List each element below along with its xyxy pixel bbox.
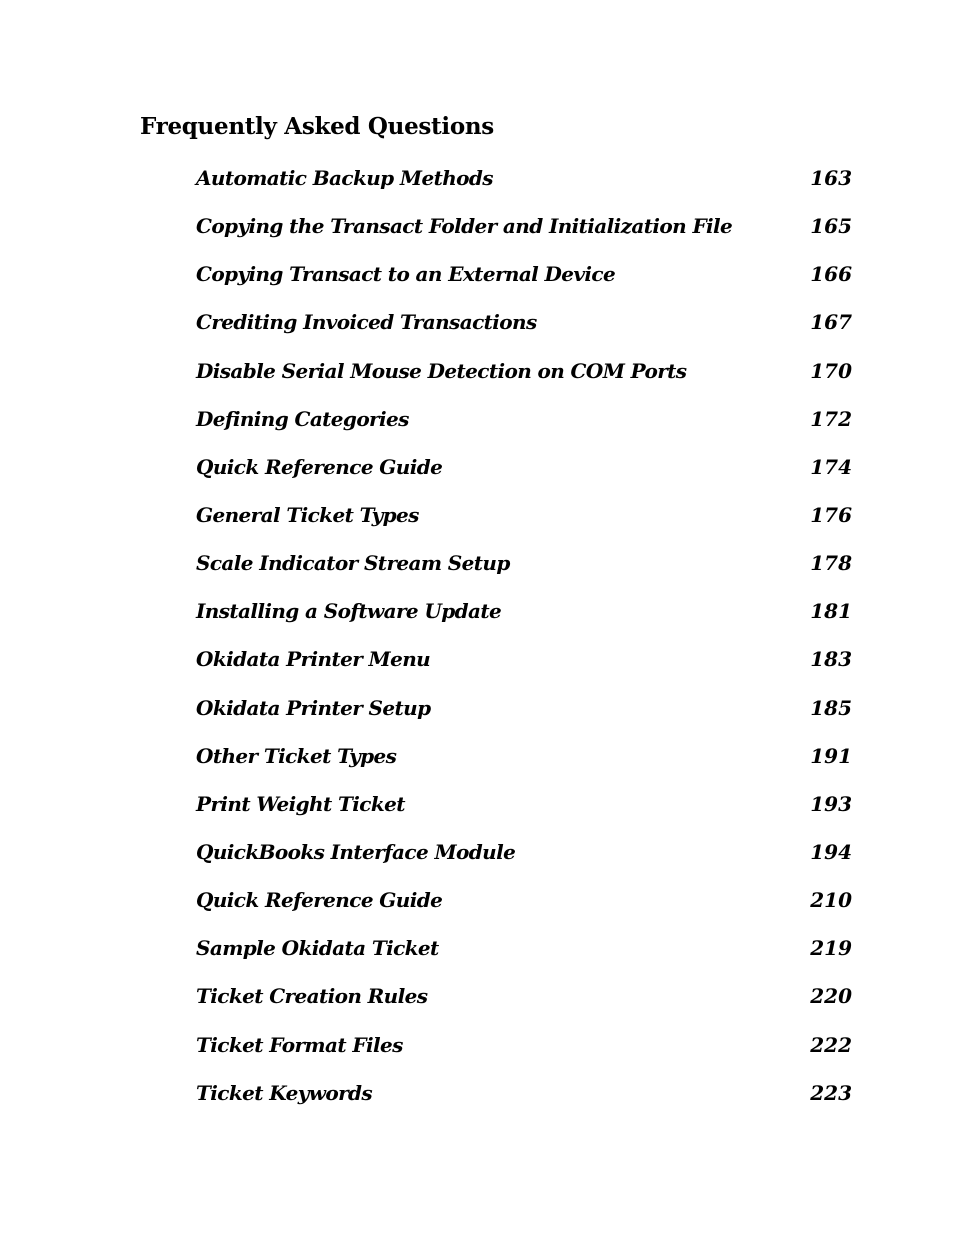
toc-entry-title: Installing a Software Update	[196, 599, 502, 624]
toc-entry-title: Ticket Creation Rules	[196, 984, 428, 1009]
toc-entry[interactable]	[196, 451, 852, 499]
toc-entry-title: Defining Categories	[196, 406, 409, 431]
toc-entry[interactable]	[196, 306, 852, 354]
toc-entry[interactable]	[196, 1029, 852, 1077]
toc-entry[interactable]	[196, 740, 852, 788]
section-heading: Frequently Asked Questions	[140, 113, 494, 140]
toc-entry-page-number: 194	[810, 839, 852, 864]
toc-entry-page-number: 178	[810, 551, 852, 576]
toc-entry-page-number: 176	[810, 502, 852, 527]
toc-entry-title: Crediting Invoiced Transactions	[196, 310, 537, 335]
toc-entry-title: Copying Transact to an External Device	[196, 262, 616, 287]
toc-entry[interactable]	[196, 884, 852, 932]
toc-entry-page-number: 222	[810, 1032, 852, 1057]
toc-entry[interactable]	[196, 643, 852, 691]
toc-entry[interactable]	[196, 499, 852, 547]
toc-entry-page-number: 193	[810, 791, 852, 816]
toc-entry[interactable]	[196, 547, 852, 595]
toc-entry-page-number: 163	[810, 166, 852, 190]
toc-entry-title: Okidata Printer Menu	[196, 647, 431, 672]
toc-entry-title: Scale Indicator Stream Setup	[196, 551, 510, 576]
toc-entry-page-number: 183	[810, 647, 852, 672]
toc-entry-title: General Ticket Types	[196, 502, 419, 527]
toc-entry-page-number: 223	[810, 1080, 852, 1105]
toc-entry-title: Sample Okidata Ticket	[196, 936, 439, 961]
toc-entry[interactable]	[196, 355, 852, 403]
toc-entry-page-number: 172	[810, 406, 852, 431]
toc-entry-title: Quick Reference Guide	[196, 454, 443, 479]
toc-entry[interactable]	[196, 836, 852, 884]
toc-entry-title: Copying the Transact Folder and Initialization File	[196, 214, 733, 239]
toc-entry-page-number: 210	[810, 888, 852, 913]
toc-entry-page-number: 220	[810, 984, 852, 1009]
toc-entry-title: Disable Serial Mouse Detection on COM Ports	[196, 358, 687, 383]
toc-entry[interactable]	[196, 788, 852, 836]
toc-entry-title: QuickBooks Interface Module	[196, 839, 516, 864]
toc-entry-title: Okidata Printer Setup	[196, 695, 431, 720]
toc-entry-page-number: 167	[810, 310, 852, 335]
toc-entry-page-number: 170	[810, 358, 852, 383]
toc-entry-page-number: 165	[810, 214, 852, 239]
toc-list	[196, 162, 852, 1125]
toc-entry-title: Ticket Format Files	[196, 1032, 403, 1057]
toc-entry-page-number: 219	[810, 936, 852, 961]
toc-entry-page-number: 166	[810, 262, 852, 287]
toc-entry-page-number: 174	[810, 454, 852, 479]
toc-entry-title: Quick Reference Guide	[196, 888, 443, 913]
toc-entry[interactable]	[196, 980, 852, 1028]
toc-entry[interactable]	[196, 932, 852, 980]
toc-entry-title: Other Ticket Types	[196, 743, 397, 768]
toc-entry[interactable]	[196, 595, 852, 643]
toc-entry[interactable]	[196, 692, 852, 740]
toc-entry-title: Ticket Keywords	[196, 1080, 373, 1105]
toc-entry[interactable]	[196, 403, 852, 451]
toc-entry[interactable]	[196, 210, 852, 258]
toc-entry[interactable]	[196, 162, 852, 210]
toc-entry[interactable]	[196, 258, 852, 306]
toc-entry[interactable]	[196, 1077, 852, 1125]
toc-entry-page-number: 181	[810, 599, 852, 624]
toc-entry-title: Print Weight Ticket	[196, 791, 405, 816]
toc-entry-title: Automatic Backup Methods	[196, 166, 493, 190]
toc-entry-page-number: 185	[810, 695, 852, 720]
toc-entry-page-number: 191	[810, 743, 852, 768]
